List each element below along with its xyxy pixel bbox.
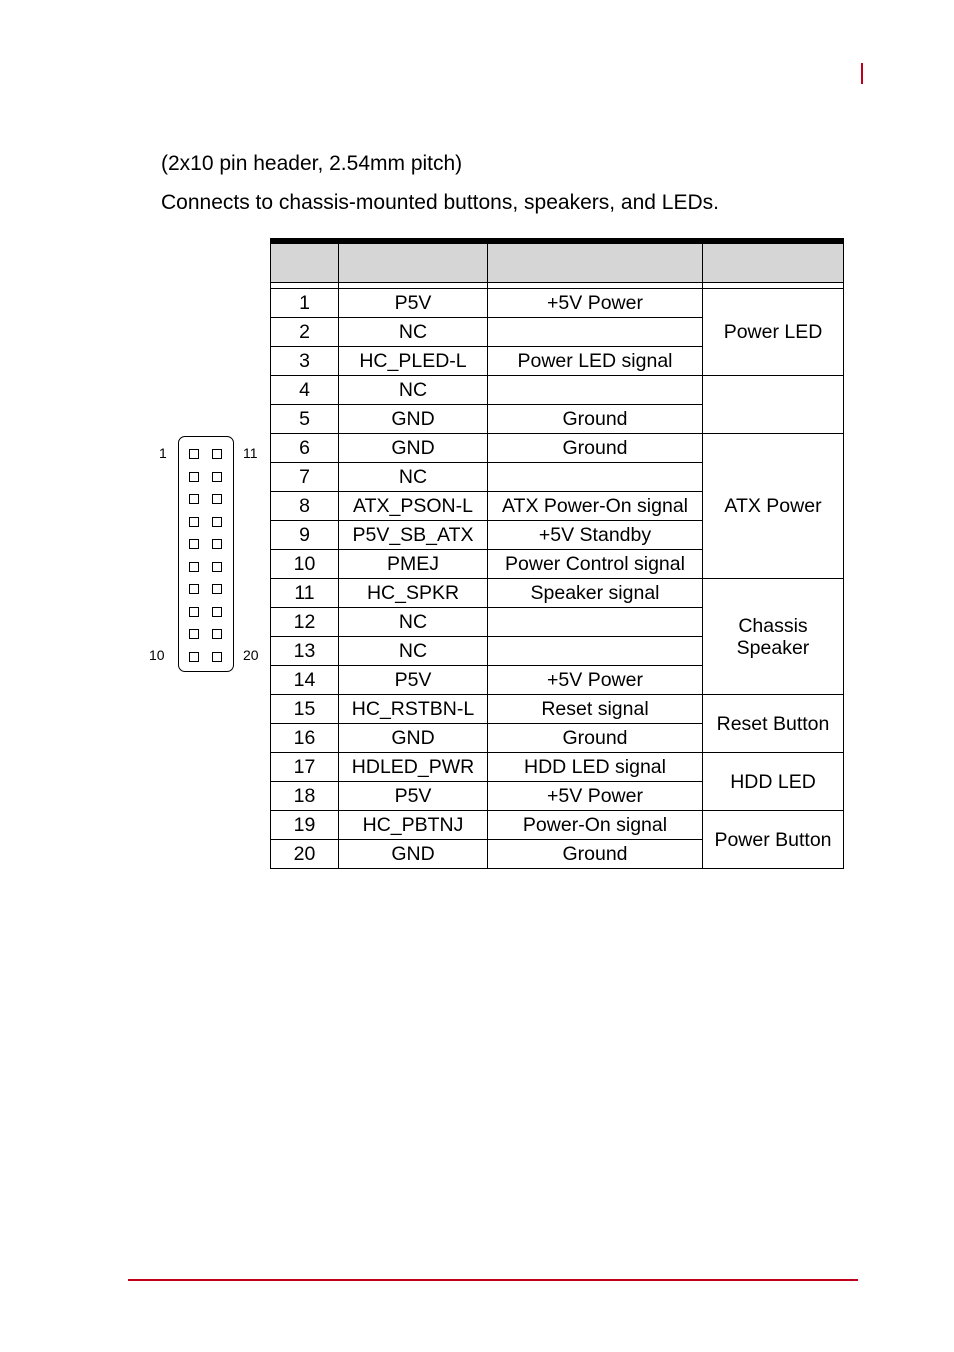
pin-square	[212, 494, 222, 504]
pin-number: 9	[271, 521, 339, 550]
pin-square	[212, 562, 222, 572]
signal-name: P5V_SB_ATX	[339, 521, 488, 550]
signal-description: Power-On signal	[488, 811, 703, 840]
connector-description-text: Connects to chassis-mounted buttons, speakers, and LEDs.	[161, 191, 719, 214]
pin-number: 7	[271, 463, 339, 492]
signal-name: HDLED_PWR	[339, 753, 488, 782]
function-blank	[703, 376, 844, 434]
pin-square	[189, 652, 199, 662]
pin-square	[189, 494, 199, 504]
function-power-led: Power LED	[703, 289, 844, 376]
pin-number: 16	[271, 724, 339, 753]
pin-square	[212, 629, 222, 639]
signal-description	[488, 318, 703, 347]
pin-square	[212, 584, 222, 594]
function-hdd-led: HDD LED	[703, 753, 844, 811]
signal-description: Power LED signal	[488, 347, 703, 376]
table-row	[271, 434, 844, 463]
pin-label-10: 10	[149, 647, 165, 663]
signal-description: HDD LED signal	[488, 753, 703, 782]
function-atx-power: ATX Power	[703, 434, 844, 579]
signal-name: GND	[339, 434, 488, 463]
function-reset-button: Reset Button	[703, 695, 844, 753]
pin-label-11: 11	[243, 445, 258, 461]
pin-square	[189, 472, 199, 482]
signal-name: HC_RSTBN-L	[339, 695, 488, 724]
pin-number: 8	[271, 492, 339, 521]
pin-number: 4	[271, 376, 339, 405]
table-row	[271, 289, 844, 318]
pin-number: 11	[271, 579, 339, 608]
table-header-row	[271, 241, 844, 283]
signal-name: GND	[339, 840, 488, 869]
pin-number: 14	[271, 666, 339, 695]
signal-name: ATX_PSON-L	[339, 492, 488, 521]
signal-name: GND	[339, 405, 488, 434]
signal-description: Ground	[488, 840, 703, 869]
pin-square	[212, 539, 222, 549]
signal-description: +5V Power	[488, 782, 703, 811]
table-row	[271, 376, 844, 405]
pin-square	[212, 607, 222, 617]
signal-description: Ground	[488, 724, 703, 753]
signal-name: P5V	[339, 782, 488, 811]
header-signal	[339, 241, 488, 283]
signal-name: P5V	[339, 289, 488, 318]
pin-square	[189, 562, 199, 572]
pin-number: 6	[271, 434, 339, 463]
table-row	[271, 753, 844, 782]
pin-number: 13	[271, 637, 339, 666]
table-row	[271, 811, 844, 840]
signal-description: Power Control signal	[488, 550, 703, 579]
signal-description: Reset signal	[488, 695, 703, 724]
header-function	[703, 241, 844, 283]
header-pin	[271, 241, 339, 283]
pin-number: 18	[271, 782, 339, 811]
signal-description: ATX Power-On signal	[488, 492, 703, 521]
pin-number: 20	[271, 840, 339, 869]
signal-description: Ground	[488, 434, 703, 463]
pin-square	[189, 584, 199, 594]
signal-name: NC	[339, 637, 488, 666]
connector-spec-text: (2x10 pin header, 2.54mm pitch)	[161, 152, 463, 175]
pin-square	[212, 449, 222, 459]
signal-description	[488, 463, 703, 492]
pin-number: 1	[271, 289, 339, 318]
pin-number: 12	[271, 608, 339, 637]
pin-number: 5	[271, 405, 339, 434]
pin-square	[189, 607, 199, 617]
signal-name: NC	[339, 608, 488, 637]
signal-name: HC_SPKR	[339, 579, 488, 608]
footer-rule	[128, 1279, 858, 1281]
pin-number: 3	[271, 347, 339, 376]
signal-name: P5V	[339, 666, 488, 695]
signal-name: HC_PLED-L	[339, 347, 488, 376]
signal-name: PMEJ	[339, 550, 488, 579]
signal-description: Speaker signal	[488, 579, 703, 608]
table-row	[271, 579, 844, 608]
pin-square	[212, 472, 222, 482]
function-chassis-speaker: Chassis Speaker	[703, 579, 844, 695]
table-row	[271, 695, 844, 724]
signal-description	[488, 608, 703, 637]
signal-name: NC	[339, 463, 488, 492]
pin-assignment-table	[270, 238, 844, 869]
signal-description	[488, 637, 703, 666]
signal-description: +5V Standby	[488, 521, 703, 550]
signal-description: +5V Power	[488, 666, 703, 695]
signal-name: HC_PBTNJ	[339, 811, 488, 840]
pin-number: 17	[271, 753, 339, 782]
pin-label-1: 1	[159, 445, 167, 461]
signal-name: NC	[339, 318, 488, 347]
signal-description: +5V Power	[488, 289, 703, 318]
pin-header-outline	[178, 436, 234, 672]
signal-name: NC	[339, 376, 488, 405]
pin-number: 19	[271, 811, 339, 840]
pin-number: 15	[271, 695, 339, 724]
pin-number: 2	[271, 318, 339, 347]
pin-square	[212, 517, 222, 527]
signal-description	[488, 376, 703, 405]
header-description	[488, 241, 703, 283]
pin-square	[189, 539, 199, 549]
pin-square	[189, 517, 199, 527]
pin-square	[189, 629, 199, 639]
pin-label-20: 20	[243, 647, 259, 663]
signal-name: GND	[339, 724, 488, 753]
function-power-button: Power Button	[703, 811, 844, 869]
pin-square	[212, 652, 222, 662]
top-accent-mark	[861, 63, 863, 84]
pin-square	[189, 449, 199, 459]
signal-description: Ground	[488, 405, 703, 434]
pin-number: 10	[271, 550, 339, 579]
